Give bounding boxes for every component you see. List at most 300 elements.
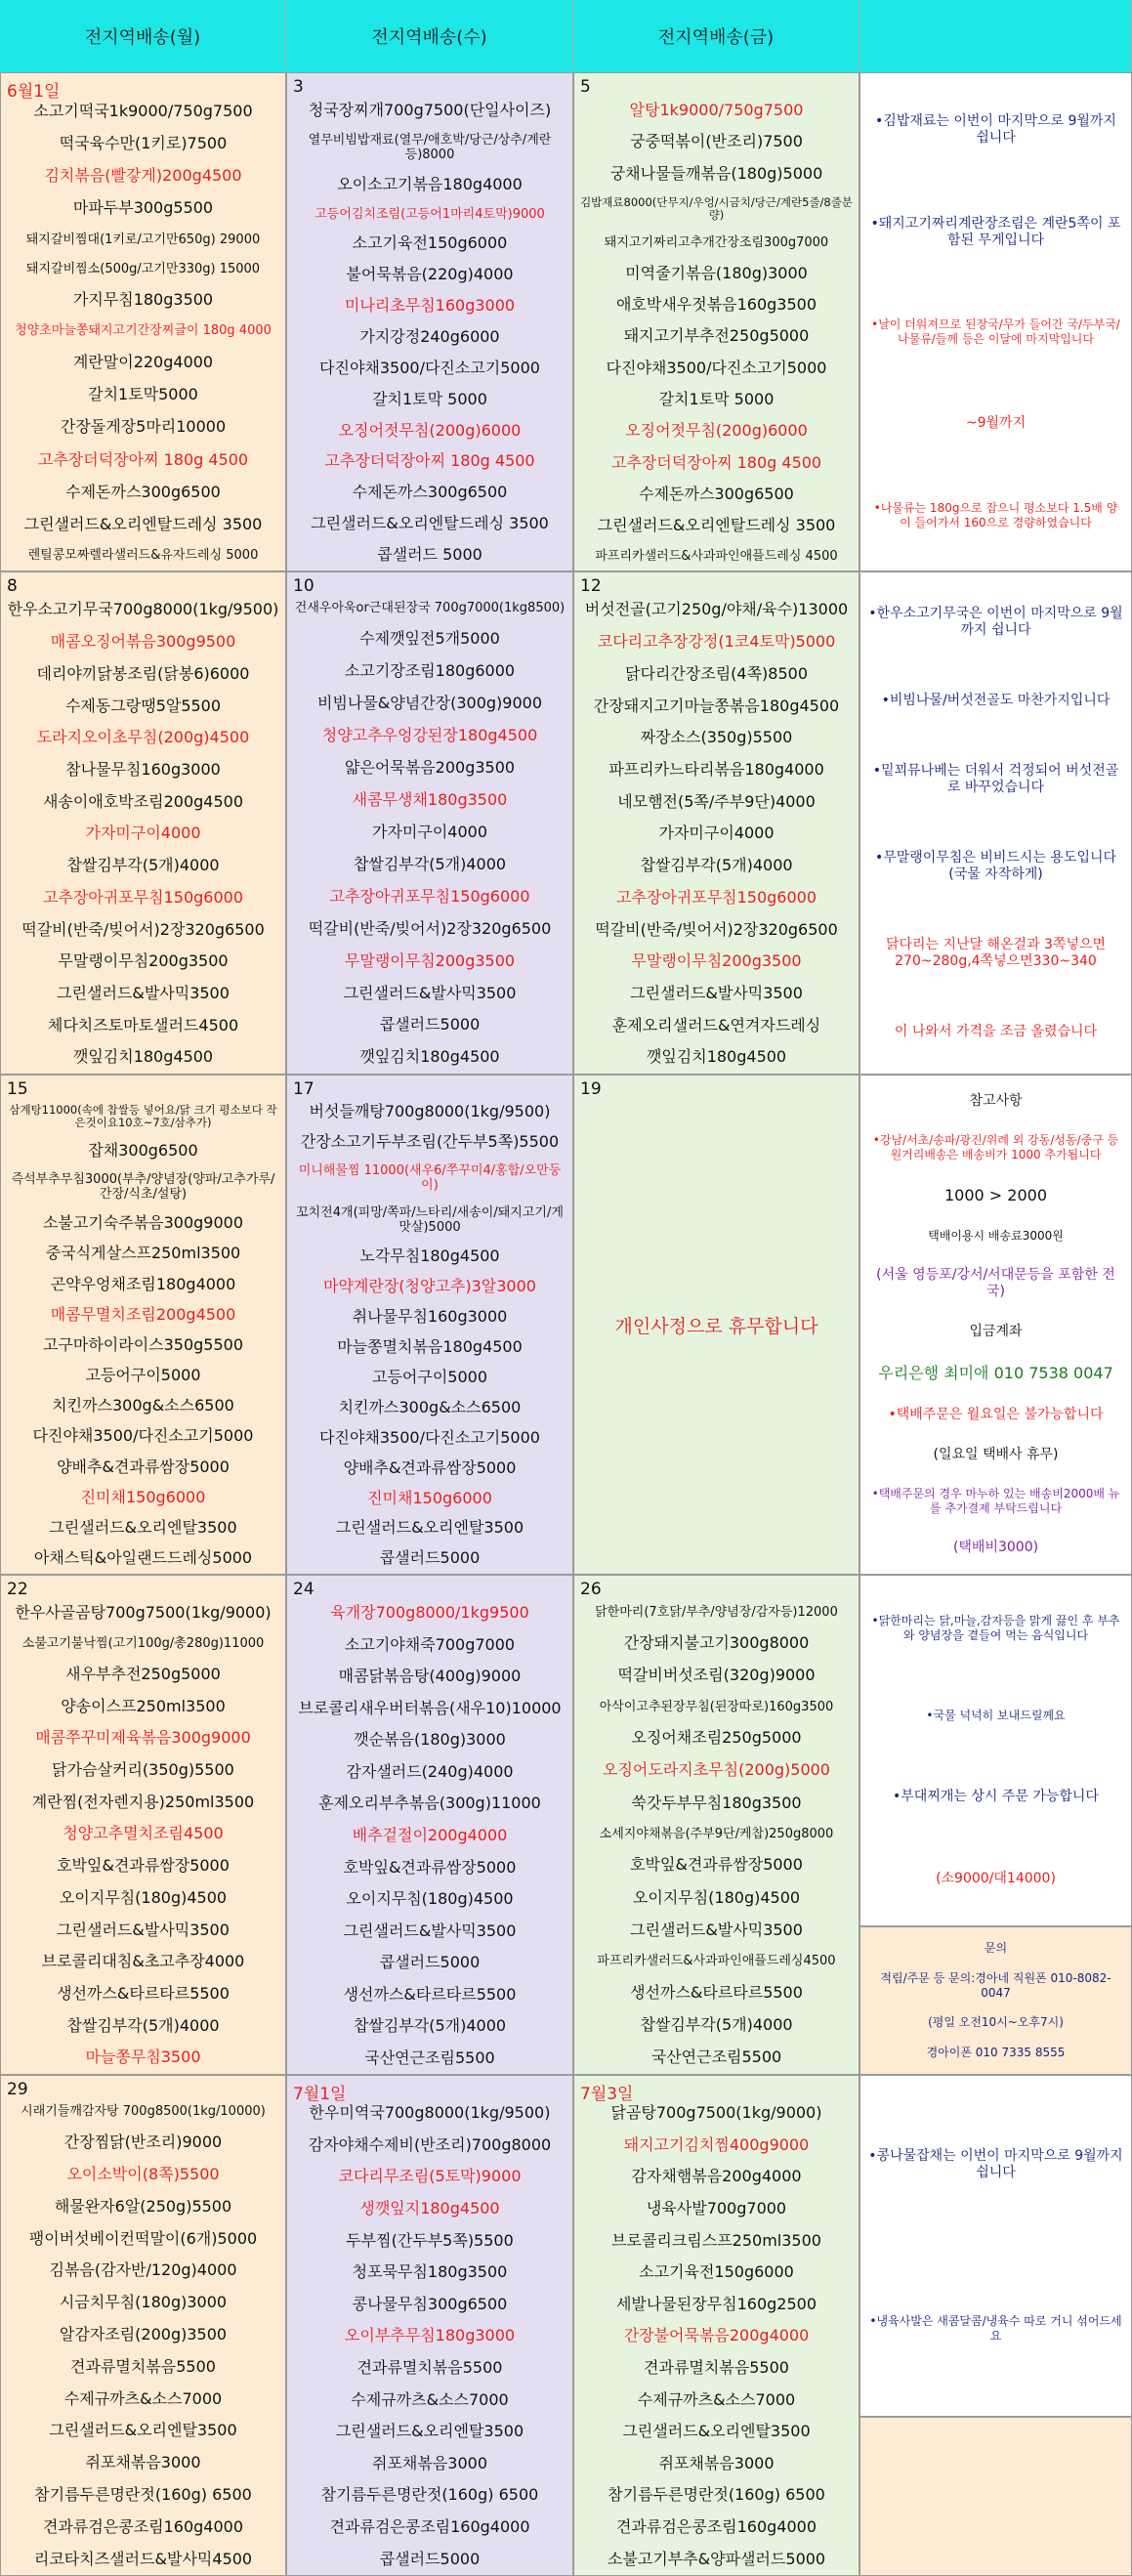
closed-notice: 개인사정으로 휴무합니다 [614,1315,818,1337]
menu-item: 해물완자6알(250g)5500 [54,2196,232,2216]
menu-list [1,1097,285,1574]
menu-item: 깻잎김치180g4500 [72,1047,214,1067]
menu-list [1,1597,285,2074]
note-text: 문의 [984,1940,1008,1955]
menu-item: 마늘쫑멸치볶음180g4500 [337,1336,523,1356]
menu-item: 그린샐러드&오리엔탈3500 [335,1518,524,1538]
menu-item: 진미채150g6000 [367,1488,492,1507]
menu-item: 돼지갈비찜소(500g/고기만330g) 15000 [25,261,261,276]
menu-item: 그린샐러드&발사믹3500 [57,1920,230,1939]
menu-item: 깻순볶음(180g)3000 [354,1730,506,1750]
menu-item: 찹쌀김부각(5개)4000 [640,2014,793,2034]
note-text: 택배이용시 배송료3000원 [928,1229,1064,1243]
menu-item: 그린샐러드&오리엔탈3500 [622,2422,811,2441]
menu-list [574,95,859,570]
menu-item: 소고기육전150g6000 [639,2262,794,2282]
menu-item: 그린샐러드&발사믹3500 [630,983,803,1002]
menu-item: 청양초마늘쫑돼지고기간장찌글이 180g 4000 [15,323,272,339]
notes-list [860,1927,1131,2074]
note-text: (평일 오전10시~오후7시) [928,2015,1064,2030]
menu-item: 파프리카느타리볶음180g4000 [608,759,824,779]
note-text: 적립/주문 등 문의:경아네 직원폰 010-8082-0047 [880,1970,1111,2000]
menu-item: 김밥재료8000(단무지/우엉/시금치/당근/계란5줄/8줄분량) [580,195,853,223]
note-text: •부대찌개는 상시 주문 가능합니다 [893,1788,1099,1804]
menu-item: 육개장700g8000/1kg9500 [330,1603,529,1623]
menu-item: 생선까스&타르타르5500 [57,1983,230,2003]
menu-item: 고추장더덕장아찌 180g 4500 [610,452,822,472]
menu-item: 오이소고기볶음180g4000 [337,174,523,193]
monday-menu-cell [0,571,286,1075]
menu-item: 치킨까스300g&소스6500 [338,1397,522,1416]
menu-item: 오징어젓무침(200g)6000 [338,420,522,440]
menu-item: 갈치1토막 5000 [658,390,775,409]
menu-item: 열무비빔밥재료(열무/애호박/당근/상추/계란등)8000 [308,132,552,162]
notes-cell [859,2075,1132,2417]
menu-item: 김치볶음(빨갛게)200g4500 [44,166,242,186]
menu-item: 감자채햄볶음200g4000 [631,2167,802,2186]
menu-item: 미니해물찜 11000(새우6/쭈꾸미4/홍합/오만둥이) [298,1163,562,1194]
menu-item: 삼계탕11000(속에 찹쌀등 넣어요/닭 크기 평소보다 작은것이요10호~7호/삼추가) [9,1102,277,1129]
note-text: •국물 넉넉히 보내드릴께요 [926,1709,1066,1723]
menu-item: 새송이애호박조림200g4500 [42,791,244,811]
menu-item: 닭곰탕700g7500(1kg/9000) [610,2103,822,2123]
menu-item: 콥샐러드5000 [379,1953,481,1972]
menu-item: 수제깻잎전5개5000 [359,629,500,649]
wednesday-menu-cell [286,72,573,571]
note-text: •김밥재료는 이번이 마지막으로 9월까지 쉽니다 [875,113,1116,147]
menu-list [1,95,285,570]
menu-item: 갈치1토막5000 [88,385,198,404]
menu-item: 고추장더덕장아찌 180g 4500 [37,449,249,469]
menu-item: 고구마하이라이스350g5500 [42,1334,244,1354]
menu-item: 체다치즈토마토샐러드4500 [47,1015,239,1035]
menu-item: 버섯전골(고기250g/야채/육수)13000 [584,600,849,619]
note-text: •택배주문의 경우 마누하 있는 배송비2000배 뉴를 추가결제 부탁드립니다 [871,1487,1120,1515]
wednesday-menu-cell [286,571,573,1075]
menu-item: 양배추&견과류쌈장5000 [57,1457,230,1476]
notes-cell [859,1075,1132,1575]
menu-item: 떡갈비(반죽/빚어서)2장320g6500 [21,919,265,939]
note-text: •무말랭이무침은 비비드시는 용도입니다 (국물 자작하게) [874,850,1117,883]
menu-item: 아채스틱&아일랜드드레싱5000 [33,1548,253,1568]
monday-menu-cell [0,1575,286,2075]
menu-item: 청양고추우엉강된장180g4500 [321,726,538,745]
menu-list [287,2097,572,2575]
note-text: (소9000/대14000) [936,1870,1056,1886]
menu-item: 견과류멸치볶음5500 [644,2358,789,2378]
menu-item: 데리야끼닭봉조림(닭봉6)6000 [36,663,250,683]
menu-item: 훈제오리부추볶음(300g)11000 [318,1794,541,1813]
note-text: ~9월까지 [965,415,1027,432]
friday-menu-cell [573,571,859,1075]
menu-list [1,594,285,1074]
menu-item: 양송이스프250ml3500 [61,1696,226,1715]
menu-item: 떡갈비(반죽/빚어서)2장320g6500 [595,919,838,939]
menu-item: 콥샐러드 5000 [377,544,482,564]
menu-item: 매콤닭볶음탕(400g)9000 [338,1667,522,1686]
menu-item: 리코타치즈샐러드&발사믹4500 [33,2549,253,2568]
menu-item: 무말랭이무침200g3500 [58,951,229,971]
menu-item: 즉석부추무침3000(부추/양념장(양파/고추가루/간장/식초/설탕) [11,1171,275,1202]
menu-item: 미역줄기볶음(180g)3000 [625,263,808,282]
notes-list [860,1076,1131,1574]
menu-item: 오이지무침(180g)4500 [632,1887,801,1907]
day-label: 15 [7,1079,28,1099]
notes-cell [859,72,1132,571]
menu-list [574,594,859,1074]
notes-cell [859,571,1132,1075]
menu-item: 무말랭이무침200g3500 [631,951,802,971]
menu-item: 가자미구이4000 [85,823,201,843]
menu-item: 호박잎&견과류쌈장5000 [57,1856,230,1876]
menu-item: 마늘쫑무침3500 [85,2048,201,2067]
menu-item: 찹쌀김부각(5개)4000 [66,2015,220,2035]
menu-item: 얇은어묵볶음200g3500 [344,758,516,778]
notes-cell [859,1926,1132,2075]
menu-item: 소고기떡국1k9000/750g7500 [33,101,253,120]
note-text: (택배비3000) [952,1540,1039,1555]
menu-item: 궁중떡볶이(반조리)7500 [630,132,803,151]
note-text: •날이 더워져므로 된장국/무가 들어간 국/두부국/나물류/들께 등은 이달에 마지막입니다 [871,317,1120,346]
menu-item: 청양고추멸치조림4500 [63,1824,224,1843]
column-header: 전지역배송(월) [0,0,286,72]
menu-item: 그린샐러드&발사믹3500 [343,983,517,1002]
menu-item: 그린샐러드&오리엔탈드레싱 3500 [597,516,836,535]
wednesday-menu-cell [286,1575,573,2075]
menu-item: 아삭이고추된장무침(된장따로)160g3500 [599,1699,834,1714]
menu-item: 청포묵무침180g3500 [352,2262,508,2282]
menu-item: 쥐포채볶음3000 [372,2453,487,2472]
menu-item: 도라지오이초무침(200g)4500 [36,728,250,747]
menu-item: 취나물무침160g3000 [352,1306,508,1326]
menu-list [287,594,572,1074]
menu-item: 비빔나물&양념간장(300g)9000 [316,694,543,713]
menu-item: 참기름두른명란젓(160g) 6500 [608,2485,825,2505]
menu-item: 닭다리간장조림(4쪽)8500 [624,663,809,683]
menu-item: 소세지야채볶음(주부9단/케찹)250g8000 [599,1826,834,1841]
note-text: •나물류는 180g으로 잡으니 평소보다 1.5배 양이 들어가서 160으로 경량하였습니다 [873,500,1118,529]
menu-list [287,1597,572,2074]
day-label: 19 [580,1079,602,1099]
menu-item: 양배추&견과류쌈장5000 [343,1457,517,1477]
menu-item: 소불고기불낙찜(고기100g/총280g)11000 [21,1636,265,1652]
day-label: 8 [7,576,18,596]
menu-item: 다진야채3500/다진소고기5000 [319,358,540,377]
menu-list [574,2097,859,2575]
day-label: 3 [293,77,304,97]
menu-item: 견과류검은콩조림160g4000 [615,2517,818,2537]
wednesday-menu-cell [286,2075,573,2576]
menu-item: 견과류멸치볶음5500 [70,2356,216,2376]
menu-item: 고추장더덕장아찌 180g 4500 [324,451,535,471]
menu-item: 가자미구이4000 [658,823,775,843]
menu-item: 마약계란장(청양고추)3알3000 [323,1277,536,1296]
menu-item: 미나리초무침160g3000 [344,296,516,316]
menu-item: 돼지갈비찜대(1키로/고기만650g) 29000 [25,232,261,247]
friday-menu-cell [573,1575,859,2075]
menu-item: 김볶음(감자반/120g)4000 [49,2260,237,2280]
menu-item: 가자미구이4000 [372,822,487,841]
notes-list [860,572,1131,1074]
note-text: 우리은행 최미애 010 7538 0047 [878,1364,1113,1382]
note-text: (서울 영등포/강서/서대문등을 포함한 전국) [876,1267,1115,1299]
column-header: 전지역배송(수) [286,0,573,72]
menu-item: 마파두부300g5500 [72,198,214,218]
menu-item: 수제돈까스300g6500 [639,485,794,504]
menu-item: 고등어구이5000 [85,1366,201,1385]
menu-item: 노각무침180g4500 [359,1246,500,1266]
note-text: •택배주문은 월요일은 불가능합니다 [888,1407,1104,1422]
menu-item: 무말랭이무침200g3500 [344,950,516,970]
menu-item: 호박잎&견과류쌈장5000 [630,1855,803,1875]
menu-item: 다진야채3500/다진소고기5000 [32,1426,254,1446]
menu-item: 소불고기부추&양파샐러드5000 [607,2549,826,2568]
menu-item: 견과류검은콩조림160g4000 [42,2516,244,2536]
menu-item: 그린샐러드&발사믹3500 [57,983,230,1002]
menu-item: 짜장소스(350g)5500 [640,728,793,747]
menu-item: 렌틸콩모짜렐라샐러드&유자드레싱 5000 [27,548,259,564]
menu-item: 브로콜리새우버터볶음(새우10)10000 [298,1698,562,1717]
menu-item: 오이지무침(180g)4500 [59,1887,228,1907]
menu-item: 참나물무침160g3000 [65,759,221,779]
menu-item: 건새우아욱or근대된장국 700g7000(1kg8500) [294,601,566,616]
day-label: 17 [293,1079,314,1099]
menu-item: 떡갈비버섯조림(320g)9000 [617,1666,816,1685]
menu-item: 코다리무조림(5토막)9000 [338,2167,522,2186]
menu-item: 훈제오리샐러드&연겨자드레싱 [611,1015,821,1035]
menu-item: 돼지고기부추전250g5000 [623,326,810,346]
menu-item: 국산연근조림5500 [364,2048,495,2067]
menu-item: 닭가슴살커리(350g)5500 [52,1759,234,1779]
menu-item: 청국장찌개700g7500(단일사이즈) [308,100,552,119]
menu-item: 감자야채수제비(반조리)700g8000 [308,2134,552,2154]
menu-item: 계란찜(전자렌지용)250ml3500 [31,1792,255,1811]
menu-item: 오이소박이(8쪽)5500 [66,2164,220,2183]
menu-item: 생선까스&타르타르5500 [630,1982,803,2002]
note-text: •강남/서초/송파/광진/위례 외 강동/성동/중구 등 원거리배송은 배송비가 1000 추가됩니다 [872,1133,1119,1161]
menu-item: 돼지고기짜리고추개간장조림300g7000 [604,235,829,251]
menu-item: 브로콜리대침&초고추장4000 [41,1952,245,1971]
menu-item: 잡채300g6500 [88,1140,198,1160]
menu-item: 불어묵볶음(220g)4000 [346,265,514,284]
day-label: 7월3일 [580,2085,634,2104]
menu-item: 콥샐러드5000 [379,2549,481,2568]
menu-item: 수제규까츠&소스7000 [637,2389,796,2409]
menu-item: 생깻잎지180g4500 [359,2199,500,2218]
menu-item: 알감자조림(200g)3500 [59,2324,228,2344]
menu-item: 수제규까츠&소스7000 [63,2388,223,2408]
menu-item: 두부찜(간두부5쪽)5500 [346,2230,514,2250]
menu-item: 냉육사발700g7000 [646,2199,787,2218]
day-label: 7월1일 [293,2085,347,2104]
note-text: 경아이폰 010 7335 8555 [926,2046,1066,2060]
menu-item: 떡갈비(반죽/빚어서)2장320g6500 [308,918,552,938]
menu-item: 간장불어묵볶음200g4000 [623,2326,810,2345]
menu-list [1,2097,285,2575]
menu-item: 가지무침180g3500 [72,290,214,310]
menu-item: 소불고기숙주볶음300g9000 [42,1213,244,1233]
menu-item: 고추장아귀포무침150g6000 [615,887,818,907]
monday-menu-cell [0,1075,286,1575]
menu-list [574,1097,859,1574]
menu-item: 오이지무침(180g)4500 [346,1889,514,1909]
menu-item: 팽이버섯베이컨떡말이(6개)5000 [28,2228,258,2248]
menu-item: 매콤오징어볶음300g9500 [50,632,236,652]
menu-item: 쥐포채볶음3000 [658,2453,775,2472]
menu-item: 그린샐러드&발사믹3500 [630,1920,803,1939]
menu-item: 알탕1k9000/750g7500 [629,101,804,120]
menu-item: 수제규까츠&소스7000 [351,2389,509,2409]
menu-item: 소고기육전150g6000 [352,233,508,253]
note-text: 닭다리는 지난달 해온걸과 3쪽넣으면 270~280g,4쪽넣으면330~340 [885,937,1107,970]
menu-item: 쑥갓두부무침180g3500 [631,1793,802,1812]
menu-list [287,1097,572,1574]
column-header: 전지역배송(금) [573,0,859,72]
menu-item: 고추장아귀포무침150g6000 [329,886,530,906]
menu-item: 애호박새우젓볶음160g3500 [615,295,818,315]
menu-item: 참기름두른명란젓(160g) 6500 [34,2484,252,2504]
menu-item: 고추장아귀포무침150g6000 [42,887,244,907]
menu-item: 콥샐러드5000 [379,1548,481,1568]
menu-item: 매콤무멸치조림200g4500 [50,1304,236,1324]
day-label: 24 [293,1580,314,1599]
menu-item: 다진야채3500/다진소고기5000 [319,1427,540,1447]
monday-menu-cell [0,72,286,571]
menu-item: 국산연근조림5500 [650,2048,782,2067]
menu-item: 코다리고추장강정(1코4토막)5000 [597,632,836,652]
menu-item: 가지강정240g6000 [359,326,500,346]
menu-item: 견과류검은콩조림160g4000 [329,2517,530,2537]
day-label: 29 [7,2080,28,2099]
menu-item: 꼬치전4개(피망/쪽파/느타리/새송이/돼지고기/게맛살)5000 [296,1205,564,1236]
menu-item: 시래기들깨감자탕 700g8500(1kg/10000) [21,2104,266,2120]
menu-item: 찹쌀김부각(5개)4000 [353,2016,507,2036]
menu-item: 그린샐러드&오리엔탈드레싱 3500 [311,514,549,533]
menu-item: 오징어도라지초무침(200g)5000 [602,1760,830,1780]
menu-item: 수제동그랑땡5알5500 [64,696,222,715]
menu-item: 다진야채3500/다진소고기5000 [606,358,827,377]
menu-item: 간장돼지고기마늘쫑볶음180g4500 [593,696,840,715]
menu-item: 갈치1토막 5000 [372,389,487,408]
menu-item: 깻잎김치180g4500 [359,1047,500,1067]
menu-item: 계란말이220g4000 [72,352,214,371]
menu-item: 고등어김치조림(고등어1마리4토막)9000 [314,206,545,222]
menu-item: 간장찜닭(반조리)9000 [63,2133,223,2152]
friday-menu-cell [573,72,859,571]
menu-item: 호박잎&견과류쌈장5000 [343,1857,517,1877]
menu-item: 버섯들깨탕700g8000(1kg/9500) [309,1102,551,1121]
menu-item: 네모햄전(5쪽/주부9단)4000 [617,791,816,811]
day-label: 22 [7,1580,28,1599]
note-text: 참고사항 [969,1093,1023,1109]
note-text: •한우소고기무국은 이번이 마지막으로 9월까지 쉽니다 [868,605,1123,638]
menu-item: 파프리카샐러드&사과파인애플드레싱4500 [597,1954,836,1969]
friday-menu-cell [573,1075,859,1575]
menu-item: 소고기장조림180g6000 [344,661,516,681]
menu-item: 그린샐러드&오리엔탈3500 [335,2422,524,2441]
friday-menu-cell [573,2075,859,2576]
menu-item: 매콤쭈꾸미제육볶음300g9000 [35,1728,251,1748]
menu-item: 소고기야채죽700g7000 [344,1634,516,1654]
menu-item: 견과류멸치볶음5500 [356,2358,503,2378]
menu-item: 깻잎김치180g4500 [646,1047,787,1067]
note-text: •돼지고기짜리계란장조림은 계란5쪽이 포함된 무게입니다 [870,215,1121,248]
menu-item: 그린샐러드&오리엔탈3500 [49,2421,237,2440]
menu-item: 수제돈까스300g6500 [352,483,508,502]
notes-cell-empty [859,2417,1132,2576]
menu-item: 닭한마리(7호닭/부추/양념장/감자등)12000 [595,1604,838,1620]
menu-item: 시금치무침(180g)3000 [59,2293,228,2312]
menu-item: 한우사골곰탕700g7500(1kg/9000) [15,1603,272,1623]
menu-item: 그린샐러드&오리엔탈3500 [49,1518,237,1538]
menu-item: 간장소고기두부조림(간두부5쪽)5500 [300,1132,560,1152]
menu-item: 찹쌀김부각(5개)4000 [66,856,220,875]
menu-item: 간장돼지불고기300g8000 [623,1632,810,1652]
column-header [859,0,1132,72]
menu-item: 치킨까스300g&소스6500 [52,1396,234,1415]
note-text: 입금계좌 [969,1324,1023,1339]
notes-list [860,1576,1131,1925]
menu-item: 한우미역국700g8000(1kg/9500) [309,2103,551,2123]
menu-item: 오징어젓무침(200g)6000 [625,421,808,441]
monday-menu-cell [0,2075,286,2576]
menu-item: 그린샐러드&오리엔탈드레싱 3500 [23,515,263,534]
menu-item: 새우부추전250g5000 [65,1664,221,1683]
menu-item: 찹쌀김부각(5개)4000 [640,856,793,875]
menu-item: 진미채150g6000 [80,1487,206,1506]
menu-item: 배추겉절이200g4000 [352,1825,508,1844]
note-text: 이 나와서 가격을 조금 올렸습니다 [894,1024,1098,1040]
menu-item: 파프리카샐러드&사과파인애플드레싱 4500 [595,548,838,564]
note-text: 1000 > 2000 [943,1186,1047,1204]
wednesday-menu-cell [286,1075,573,1575]
menu-item: 찹쌀김부각(5개)4000 [353,854,507,873]
menu-item: 새콤무생채180g3500 [352,789,508,809]
menu-item: 오이부추무침180g3000 [344,2326,516,2345]
menu-item: 브로콜리크림스프250ml3500 [611,2230,821,2250]
day-label: 10 [293,576,314,596]
note-text: •닭한마리는 닭,마늘,감자등을 맑게 끓인 후 부추와 양념장을 곁들여 먹는 음식입니다 [871,1614,1120,1643]
menu-item: 돼지고기김치찜400g9000 [623,2134,810,2154]
note-text: •밑꾀뮤나베는 더워서 걱정되어 버섯전골로 바꾸었습니다 [872,762,1119,795]
menu-item: 수제돈까스300g6500 [65,482,221,501]
menu-item: 궁채나물들깨볶음(180g)5000 [609,163,823,183]
menu-item: 간장돌게장5마리10000 [60,417,227,437]
menu-item: 중국식게살스프250ml3500 [45,1244,241,1263]
menu-item: 참기름두른명란젓(160g) 6500 [320,2485,539,2505]
menu-item: 오징어채조림250g5000 [631,1727,802,1747]
menu-item: 감자샐러드(240g)4000 [346,1761,514,1781]
menu-item: 곤약우엉채조림180g4000 [50,1274,236,1293]
note-text: •비빔나물/버섯전골도 마찬가지입니다 [881,692,1111,708]
menu-list [287,95,572,570]
menu-item: 콩나물무침300g6500 [352,2294,508,2313]
day-label: 5 [580,77,591,97]
notes-cell [859,1575,1132,1926]
day-label: 6월1일 [7,82,61,102]
menu-item: 쥐포채볶음3000 [85,2453,201,2472]
menu-item: 한우소고기무국700g8000(1kg/9500) [7,600,279,619]
menu-item: 콥샐러드5000 [379,1015,481,1035]
menu-item: 고등어구이5000 [372,1367,487,1386]
note-text: •냉육사발은 새콤달콤/냉육수 따로 거니 섞어드세요 [869,2314,1122,2343]
notes-list [860,2076,1131,2416]
day-label: 12 [580,576,602,596]
day-label: 26 [580,1580,602,1599]
menu-list [574,1597,859,2074]
menu-item: 그린샐러드&발사믹3500 [343,1921,517,1940]
note-text: (일요일 택배사 휴무) [933,1447,1059,1462]
